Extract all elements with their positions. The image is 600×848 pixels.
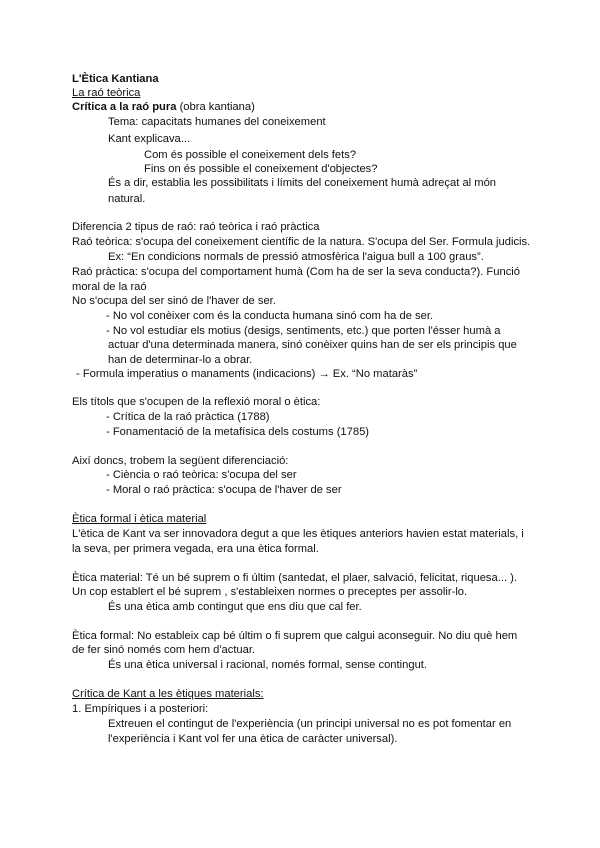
rao-teorica-line: Raó teòrica: s'ocupa del coneixement científic de la natura. S'ocupa del Ser. Formula judicis. bbox=[72, 236, 531, 248]
formal-line-2: de fer sinó només com hem d'actuar. bbox=[72, 644, 256, 656]
titol-2: - Fonamentació de la metafísica dels costums (1785) bbox=[106, 426, 370, 438]
section-heading-critica-kant: Crítica de Kant a les ètiques materials: bbox=[72, 688, 264, 700]
diferencia-line: Diferencia 2 tipus de raó: raó teòrica i raó pràctica bbox=[72, 221, 320, 233]
critica-title: Crítica a la raó pura bbox=[72, 101, 177, 113]
es-a-dir-line-1: És a dir, establia les possibilitats i límits del coneixement humà adreçat al món bbox=[108, 177, 497, 189]
section-heading-etica-formal-material: Ètica formal i ètica material bbox=[72, 513, 207, 525]
critica-line bbox=[72, 100, 255, 114]
innovadora-line-1: L'ètica de Kant va ser innovadora degut a que les ètiques anteriors havien estat materials, i bbox=[72, 528, 524, 540]
tema-line: Tema: capacitats humanes del coneixement bbox=[108, 116, 326, 128]
bullet-2-line-1: - No vol estudiar els motius (desigs, sentiments, etc.) que porten l'ésser humà a bbox=[106, 325, 501, 337]
kant-line: Kant explicava... bbox=[108, 133, 191, 145]
list-item-1: 1. Empíriques i a posteriori: bbox=[72, 703, 209, 715]
empiriques-line-2: l'experiència i Kant vol fer una ètica de caràcter universal). bbox=[108, 733, 398, 745]
titol-1: - Crítica de la raó pràctica (1788) bbox=[106, 411, 270, 423]
es-a-dir-line-2: natural. bbox=[108, 193, 146, 205]
section-heading-rao-teorica: La raó teòrica bbox=[72, 87, 141, 99]
empiriques-line-1: Extreuen el contingut de l'experiència (un principi universal no es pot fomentar en bbox=[108, 718, 512, 730]
critica-note: (obra kantiana) bbox=[176, 101, 255, 113]
no-ocupa-line: No s'ocupa del ser sinó de l'haver de ser. bbox=[72, 295, 276, 307]
formula-line: - Formula imperatius o manaments (indicacions) → Ex. “No mataràs” bbox=[76, 368, 418, 380]
document-title: L'Ètica Kantiana bbox=[72, 73, 159, 85]
bullet-2-line-2: actuar d'una determinada manera, sinó conèixer quins han de ser els principis que bbox=[108, 339, 517, 351]
diferenciacio-2: - Moral o raó pràctica: s'ocupa de l'haver de ser bbox=[106, 484, 342, 496]
rao-practica-line-2: moral de la raó bbox=[72, 281, 147, 293]
titols-line: Els títols que s'ocupen de la reflexió moral o ètica: bbox=[72, 396, 321, 408]
diferenciacio-1: - Ciència o raó teòrica: s'ocupa del ser bbox=[106, 469, 297, 481]
formal-line-3: És una ètica universal i racional, només formal, sense contingut. bbox=[108, 659, 428, 671]
formal-line-1: Ètica formal: No estableix cap bé últim o fi suprem que calgui aconseguir. No diu què hem bbox=[72, 630, 518, 642]
example-line: Ex: “En condicions normals de pressió atmosfèrica l'aigua bull a 100 graus”. bbox=[108, 251, 484, 263]
bullet-2-line-3: han de determinar-lo a obrar. bbox=[108, 354, 253, 366]
material-line-1: Ètica material: Té un bé suprem o fi últim (santedat, el plaer, salvació, felicitat, riquesa... ). bbox=[72, 572, 518, 584]
question-2: Fins on és possible el coneixement d'objectes? bbox=[144, 163, 378, 175]
bullet-1: - No vol conèixer com és la conducta humana sinó com ha de ser. bbox=[106, 310, 434, 322]
material-line-3: És una ètica amb contingut que ens diu que cal fer. bbox=[108, 601, 362, 613]
aixi-line: Així doncs, trobem la següent diferenciació: bbox=[72, 455, 289, 467]
question-1: Com és possible el coneixement dels fets? bbox=[144, 149, 357, 161]
rao-practica-line-1: Raó pràctica: s'ocupa del comportament humà (Com ha de ser la seva conducta?). Funció bbox=[72, 266, 520, 278]
material-line-2: Un cop establert el bé suprem , s'estableixen normes o preceptes per assolir-lo. bbox=[72, 586, 468, 598]
innovadora-line-2: la seva, per primera vegada, era una ètica formal. bbox=[72, 543, 319, 555]
